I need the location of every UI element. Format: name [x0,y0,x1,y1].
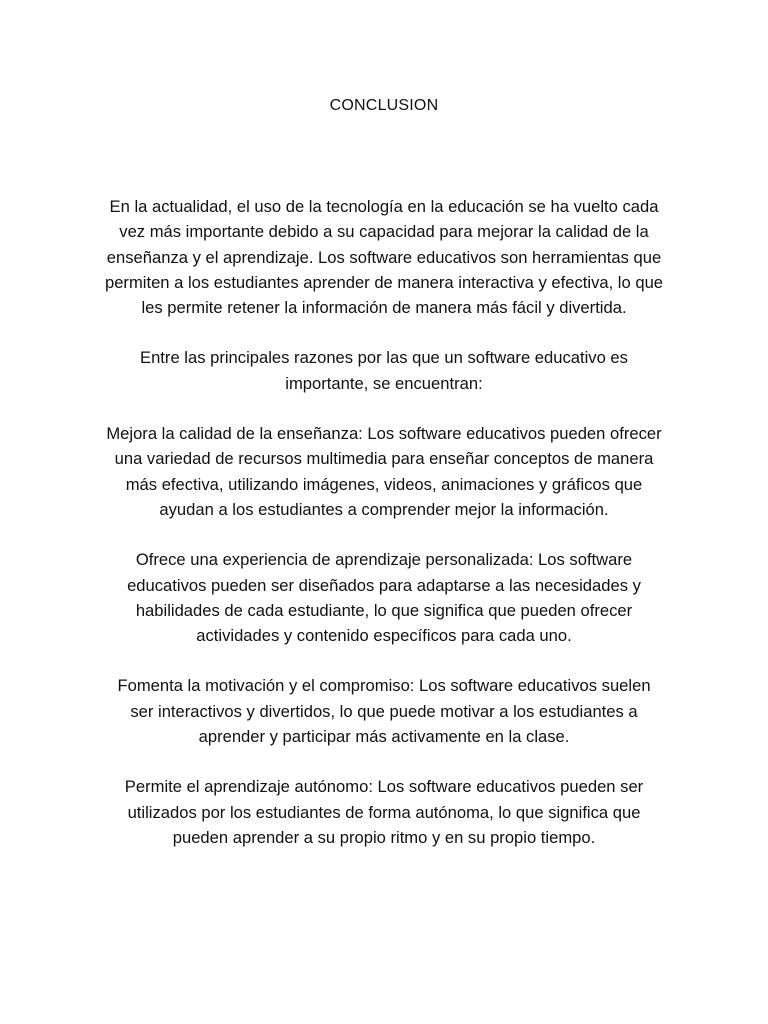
paragraph-motivation: Fomenta la motivación y el compromiso: Los software educativos suelen ser interactivos y divertidos, lo que puede motivar a los estudiantes a aprender y participar más activamente en la clase. [117,676,651,747]
paragraph-quality: Mejora la calidad de la enseñanza: Los software educativos pueden ofrecer una variedad de recursos multimedia para enseñar conceptos de manera más efectiva, utilizando imágenes, videos, animaciones y gráficos que ayudan a los estudiantes a comprender mejor la información. [106,424,662,519]
document-title: CONCLUSION [329,97,439,114]
paragraph-reasons-lead: Entre las principales razones por las que un software educativo es importante, se encuentran: [140,348,628,393]
document-body [104,194,664,850]
paragraph-intro: En la actualidad, el uso de la tecnología en la educación se ha vuelto cada vez más importante debido a su capacidad para mejorar la calidad de la enseñanza y el aprendizaje. Los software educativos son herramientas que permiten a los estudiantes aprender de manera interactiva y efectiva, lo que les permite retener la información de manera más fácil y divertida. [104,197,664,318]
paragraph-personalized: Ofrece una experiencia de aprendizaje personalizada: Los software educativos pueden ser diseñados para adaptarse a las necesidades y habilidades de cada estudiante, lo que significa que pueden ofrecer actividades y contenido específicos para cada uno. [127,550,641,646]
paragraph-autonomous: Permite el aprendizaje autónomo: Los software educativos pueden ser utilizados por los estudiantes de forma autónoma, lo que significa que pueden aprender a su propio ritmo y en su propio tiempo. [124,777,644,847]
